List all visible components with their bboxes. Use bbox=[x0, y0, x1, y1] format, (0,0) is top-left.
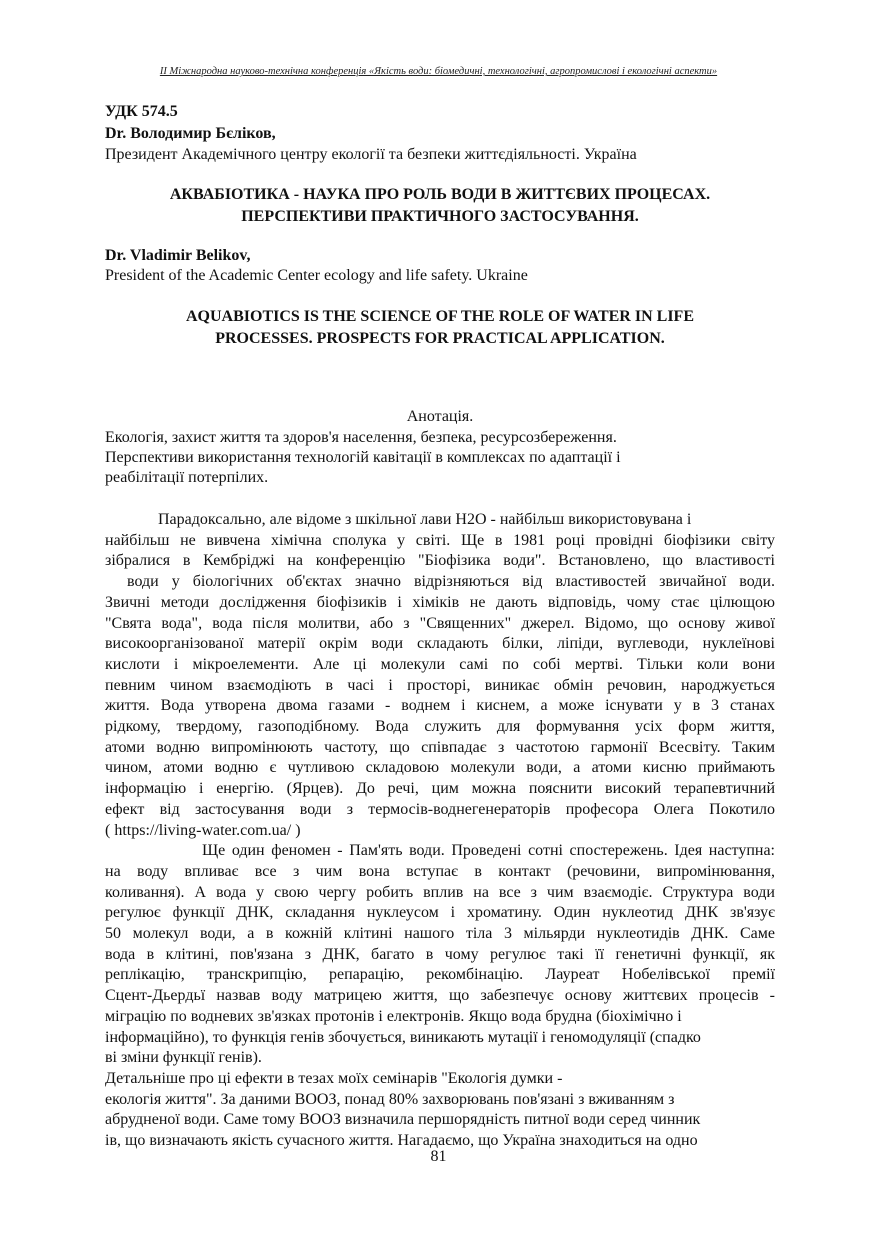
body-line: Детальніше про ці ефекти в тезах моїх семінарів "Екологія думки - bbox=[105, 1069, 563, 1087]
author-name-en: Dr. Vladimir Belikov, bbox=[105, 247, 251, 264]
body-line: "Свята вода", вода після молитви, або з "Священних" джерел. Відомо, що основу живої bbox=[105, 614, 775, 632]
title-en-line: PROCESSES. PROSPECTS FOR PRACTICAL APPLICATION. bbox=[215, 330, 665, 347]
body-line: води у біологічних об'єктах значно відрізняються від властивостей звичайної води. bbox=[127, 573, 775, 591]
body-line: ів, що визначають якість сучасного життя. Нагадаємо, що Україна знаходиться на одно bbox=[105, 1132, 698, 1150]
body-line: ефект від застосування води з термосів-воднегенераторів професора Олега Покотило bbox=[105, 800, 775, 818]
body-line: ( https://living-water.com.ua/ ) bbox=[105, 821, 301, 839]
body-line: інформацію і енергію. (Ярцев). До речі, цим можна пояснити високий терапевтичний bbox=[105, 780, 775, 798]
title-en-line: AQUABIOTICS IS THE SCIENCE OF THE ROLE OF WATER IN LIFE bbox=[186, 308, 694, 325]
body-line: Звичні методи дослідження біофізиків і хіміків не дають відповідь, чому стає цілющою bbox=[105, 593, 775, 611]
body-line: рідкому, твердому, газоподібному. Вода служить для формування усіх форм життя, bbox=[105, 718, 775, 736]
body-line: абрудненої води. Саме тому ВООЗ визначила першорядність питної води серед чинник bbox=[105, 1111, 701, 1129]
paper-title-en bbox=[105, 306, 775, 350]
title-uk-line: АКВАБІОТИКА - НАУКА ПРО РОЛЬ ВОДИ В ЖИТТЄВИХ ПРОЦЕСАХ. bbox=[169, 186, 711, 203]
body-line: ві зміни функції генів). bbox=[105, 1049, 262, 1067]
body-line: певним чином взаємодіють в часі і просторі, виникає обмін речовин, народжується bbox=[105, 676, 775, 694]
abstract-line: Екологія, захист життя та здоров'я населення, безпека, ресурсозбереження. bbox=[105, 429, 617, 446]
author-name-uk: Dr. Володимир Бєліков, bbox=[105, 125, 276, 142]
abstract-line: Перспективи використання технологій кавітації в комплексах по адаптації і bbox=[105, 449, 621, 466]
abstract-heading: Анотація. bbox=[406, 408, 474, 425]
body-line: регулює функції ДНК, складання нуклеусом і хроматину. Один нуклеотид ДНК зв'язує bbox=[105, 904, 775, 922]
author-affiliation-en: President of the Academic Center ecology and life safety. Ukraine bbox=[105, 267, 528, 284]
body-line: вода в клітині, пов'язана з ДНК, багато в чому регулює такі її генетичні функції, як bbox=[105, 945, 775, 963]
body-text bbox=[105, 510, 775, 1152]
body-line: високоорганізованої матерії окрім води складають білки, ліпіди, вуглеводи, нуклеїнові bbox=[105, 635, 775, 653]
page-number: 81 bbox=[430, 1148, 447, 1165]
body-line: життя. Вода утворена двома газами - воднем і киснем, а може існувати у в 3 станах bbox=[105, 697, 775, 715]
udc-code: УДК 574.5 bbox=[105, 103, 178, 120]
body-line: інформаційно), то функція генів збочується, виникають мутації і геномодуляції (спадко bbox=[105, 1028, 701, 1046]
body-line: реплікацію, транскрипцію, репарацію, рекомбінацію. Лауреат Нобелівської премії bbox=[105, 966, 775, 984]
abstract-line: реабілітації потерпілих. bbox=[105, 469, 269, 486]
body-line: зібралися в Кембріджі на конференцію "Біофізика води". Встановлено, що властивості bbox=[105, 552, 775, 570]
body-line: міграцію по водневих зв'язках протонів і електронів. Якщо вода брудна (біохімічно і bbox=[105, 1007, 682, 1025]
body-line: коливання). А вода у свою чергу робить вплив на все з чим взаємодіє. Структура води bbox=[105, 883, 775, 901]
body-line: екологія життя". За даними ВООЗ, понад 80% захворювань пов'язані з вживанням з bbox=[105, 1090, 675, 1108]
body-line: Ще один феномен - Пам'ять води. Проведені сотні спостережень. Ідея наступна: bbox=[202, 842, 775, 860]
body-line: атоми водню випромінюють частоту, що співпадає з частотою гармонії Всесвіту. Таким bbox=[105, 738, 775, 756]
body-line: на воду впливає все з чим вона вступає в контакт (речовини, випромінювання, bbox=[105, 862, 775, 880]
author-affiliation-uk: Президент Академічного центру екології та безпеки життєдіяльності. Україна bbox=[105, 146, 637, 163]
body-line: чином, атоми водню є чутливою складовою молекули води, а атоми кисню приймають bbox=[105, 759, 775, 777]
body-line: найбільш не вивчена хімічна сполука у світі. Ще в 1981 році провідні біофізики світу bbox=[105, 531, 775, 549]
body-line: Сцент-Дьердьї назвав воду матрицею життя, що забезпечує основу життєвих процесів - bbox=[105, 987, 775, 1005]
running-header: II Міжнародна науково-технічна конференція «Якість води: біомедичні, технологічні, агропромислові і екологічні аспекти» bbox=[159, 66, 718, 77]
body-line: 50 молекул води, а в кожній клітині нашого тіла 3 мільярди нуклеотидів ДНК. Саме bbox=[105, 925, 775, 943]
body-line: Парадоксально, але відоме з шкільної лави H2O - найбільш використовувана і bbox=[158, 511, 692, 528]
paper-title-uk bbox=[105, 184, 775, 228]
body-line: кислоти і мікроелементи. Але ці молекули самі по собі мертві. Тільки коли вони bbox=[105, 655, 775, 673]
abstract-text bbox=[105, 428, 775, 488]
title-uk-line: ПЕРСПЕКТИВИ ПРАКТИЧНОГО ЗАСТОСУВАННЯ. bbox=[241, 208, 639, 225]
